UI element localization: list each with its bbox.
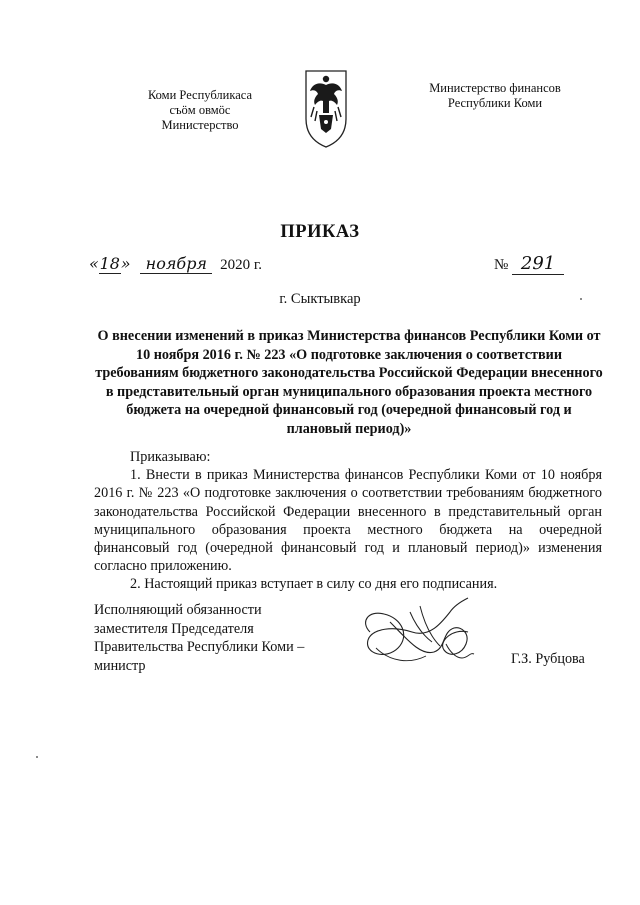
scan-speck (580, 298, 582, 300)
header-right-org (405, 81, 585, 111)
scan-speck (36, 756, 38, 758)
handwritten-signature (350, 592, 500, 678)
order-body (94, 448, 602, 594)
position-line: министр (94, 657, 146, 674)
header-right-line: Республики Коми (447, 96, 543, 110)
order-number (494, 253, 564, 275)
number-prefix: № (494, 257, 509, 273)
order-date (89, 254, 262, 274)
position-line: Исполняющий обязанности (94, 602, 262, 618)
document-title: ПРИКАЗ (280, 222, 360, 242)
header-right-line: Министерство финансов (429, 81, 561, 95)
date-close-quote: » (120, 254, 131, 273)
header-left-org (120, 88, 280, 133)
position-line: Правительства Республики Коми – (94, 639, 305, 655)
order-subject: О внесении изменений в приказ Министерства финансов Республики Коми от 10 ноября 2016 г. № 223 «О подготовке заключения о соответствии требованиям бюджетного законодательства Российской Федерации внесенного в представительный орган муниципального образования проекта местного бюджета на очередной финансовый год (очередной финансовый год и плановый период)» (95, 328, 603, 437)
komi-republic-emblem-icon (303, 67, 349, 149)
city: г. Сыктывкар (279, 291, 361, 307)
body-intro: Приказываю: (130, 449, 211, 465)
position-line: заместителя Председателя (94, 620, 254, 637)
header-left-line: Министерство (161, 118, 239, 132)
date-month: ноября (140, 254, 212, 274)
signatory-name: Г.З. Рубцова (511, 651, 585, 667)
body-item: 1. Внести в приказ Министерства финансов Республики Коми от 10 ноября 2016 г. № 223 «О подготовке заключения о соответствии требованиям бюджетного законодательства Российской Федерации внесенного в представительный орган муниципального образования проекта местного бюджета на очередной финансовый год (очередной финансовый год и плановый период)» изменения согласно приложению. (94, 467, 602, 575)
header-left-line: Коми Республикаса (147, 88, 253, 102)
number-value: 291 (512, 253, 564, 275)
body-item: 2. Настоящий приказ вступает в силу со дня его подписания. (130, 576, 498, 593)
date-year: 2020 г. (220, 257, 263, 273)
date-open-quote: « (89, 254, 99, 273)
date-day: 18 (99, 254, 120, 273)
signatory-position (94, 601, 304, 675)
header-left-line: съӧм овмӧс (169, 103, 231, 117)
